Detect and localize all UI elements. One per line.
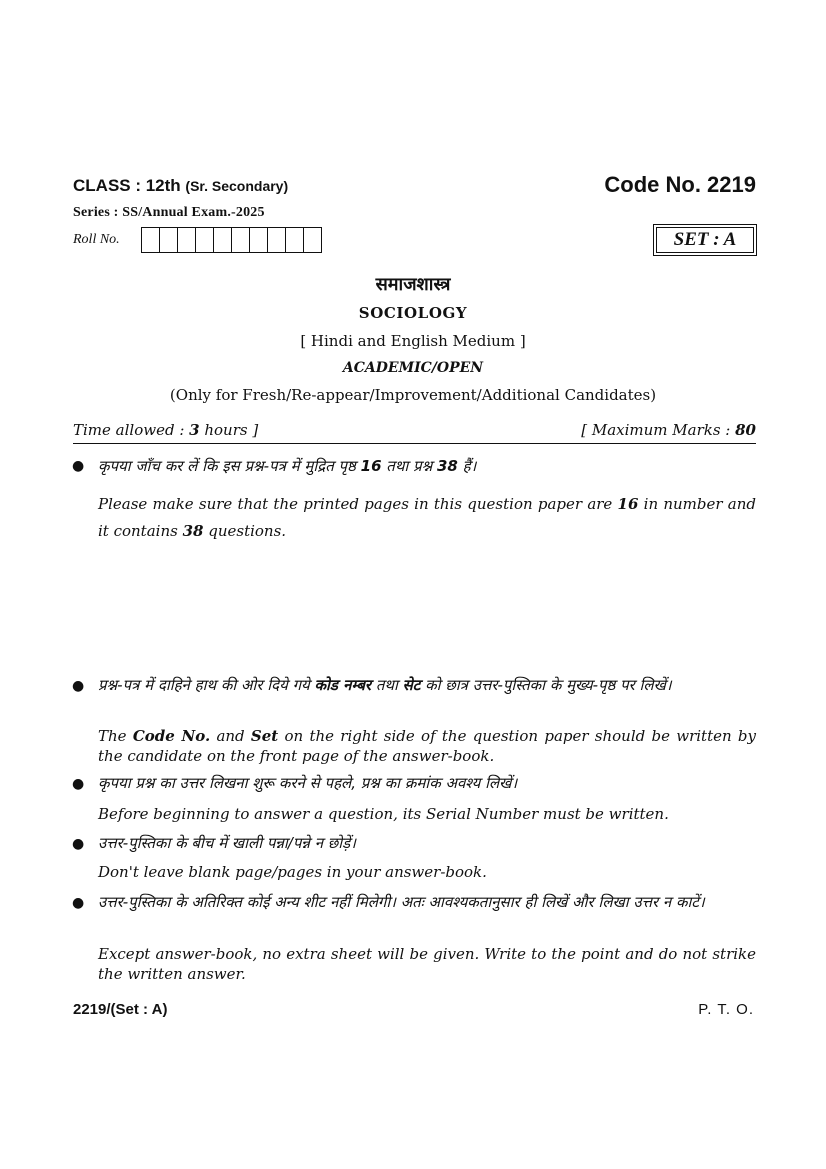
marks-value: 80 [735,421,756,439]
code-number-term: Code No. [132,727,211,745]
bullet-icon: ● [72,836,85,852]
time-allowed [73,421,258,439]
marks-prefix: [ Maximum Marks : [581,421,736,439]
class-main: CLASS : 12th [73,176,181,195]
stream-label: ACADEMIC/OPEN [342,360,484,376]
page-turn-label: P. T. O. [698,1001,754,1018]
class-sub: (Sr. Secondary) [185,178,289,194]
roll-box[interactable] [142,228,160,252]
max-marks [581,421,756,439]
instruction-5-english: Except answer-book, no extra sheet will be given. Write to the point and do not strike the written answer. [98,945,756,983]
page-count: 16 [617,495,639,513]
instruction-1-english [98,491,756,545]
text: प्रश्न-पत्र में दाहिने हाथ की ओर दिये गये [98,676,315,694]
set-term: सेट [402,676,421,694]
text: questions. [203,522,287,540]
time-value: 3 [189,421,200,439]
text: in number and it contains [98,495,756,540]
text: on the right side of the question paper should be written by the candidate on the front page of the answer-book. [98,727,756,765]
roll-number-label: Roll No. [73,232,120,247]
roll-box[interactable] [250,228,268,252]
set-badge: SET : A [656,227,754,253]
medium-label: [ Hindi and English Medium ] [300,332,526,350]
instruction-2-hindi [98,674,756,697]
set-term: Set [250,727,279,745]
instruction-5-hindi: उत्तर-पुस्तिका के अतिरिक्त कोई अन्य शीट नहीं मिलेगी। अतः आवश्यकतानुसार ही लिखें और लिखा उत्तर न काटें। [98,893,705,911]
roll-box[interactable] [232,228,250,252]
text: को छात्र उत्तर-पुस्तिका के मुख्य-पृष्ठ पर लिखें। [420,676,672,694]
instruction-3-hindi: कृपया प्रश्न का उत्तर लिखना शुरू करने से पहले, प्रश्न का क्रमांक अवश्य लिखें। [98,774,518,792]
text: Please make sure that the printed pages in this question paper are [98,495,618,513]
bullet-icon: ● [72,458,85,474]
class-label [73,176,288,196]
text: The [98,727,133,745]
roll-box[interactable] [214,228,232,252]
text: and [210,727,251,745]
instruction-1-hindi [98,455,756,478]
code-number-term: कोड नम्बर [314,676,372,694]
text: तथा प्रश्न [381,457,437,475]
roll-box[interactable] [160,228,178,252]
roll-number-boxes[interactable] [141,227,322,253]
time-suffix: hours ] [199,421,259,439]
instruction-4-english: Don't leave blank page/pages in your answer-book. [98,863,487,881]
hindi-subject-title: समाजशास्त्र [375,274,451,295]
time-prefix: Time allowed : [73,421,190,439]
footer-code: 2219/(Set : A) [73,1001,168,1018]
question-count: 38 [436,457,458,475]
bullet-icon: ● [72,678,85,694]
bullet-icon: ● [72,776,85,792]
instruction-2-english [98,726,756,766]
roll-box[interactable] [304,228,322,252]
series-label: Series : SS/Annual Exam.-2025 [73,205,265,220]
roll-box[interactable] [196,228,214,252]
text: हैं। [457,457,477,475]
roll-box[interactable] [286,228,304,252]
subject-title: SOCIOLOGY [358,304,468,322]
divider [73,443,756,444]
question-count: 38 [182,522,204,540]
instruction-4-hindi: उत्तर-पुस्तिका के बीच में खाली पन्ना/पन्ने न छोड़ें। [98,834,356,852]
bullet-icon: ● [72,895,85,911]
text: कृपया जाँच कर लें कि इस प्रश्न-पत्र में मुद्रित पृष्ठ [98,457,361,475]
instruction-3-english: Before beginning to answer a question, its Serial Number must be written. [98,805,669,823]
code-number: Code No. 2219 [604,172,756,197]
page-count: 16 [360,457,382,475]
text: तथा [371,676,403,694]
roll-box[interactable] [178,228,196,252]
roll-box[interactable] [268,228,286,252]
candidates-note: (Only for Fresh/Re-appear/Improvement/Additional Candidates) [169,386,657,404]
